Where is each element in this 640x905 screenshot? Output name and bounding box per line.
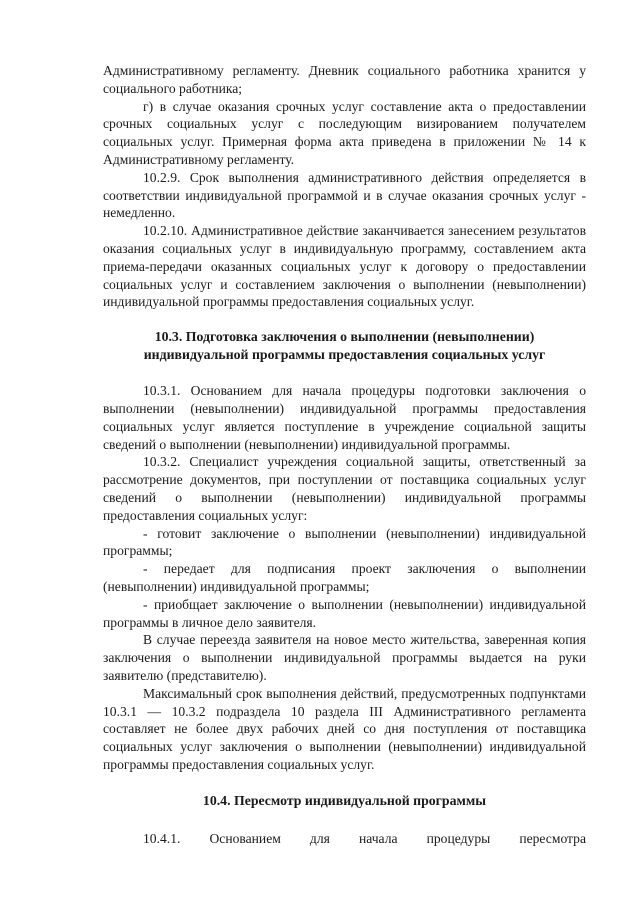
paragraph: Административному регламенту. Дневник социального работника хранится у социального работника; (103, 63, 586, 96)
paragraph: 10.3.2. Специалист учреждения социальной защиты, ответственный за рассмотрение документов, при поступлении от поставщика социальных услуг сведений о выполнении (невыполнении) индивидуальной программы предоставления социальных услуг: (103, 454, 586, 523)
paragraph: 10.2.10. Административное действие заканчивается занесением результатов оказания социальных услуг в индивидуальную программу, составлением акта приема-передачи оказанных социальных услуг к договору о предоставлении социальных услуг и составлением заключения о выполнении (невыполнении) индивидуальной программы предоставления социальных услуг. (103, 223, 586, 310)
list-item: - приобщает заключение о выполнении (невыполнении) индивидуальной программы в личное дело заявителя. (103, 596, 586, 630)
paragraph: 10.2.9. Срок выполнения административного действия определяется в соответствии индивидуальной программой и в случае оказания срочных услуг - немедленно. (103, 169, 586, 221)
list-item: - передает для подписания проект заключения о выполнении (невыполнении) индивидуальной программы; (103, 561, 586, 594)
list-item: - готовит заключение о выполнении (невыполнении) индивидуальной программы; (103, 525, 586, 559)
paragraph: 10.3.1. Основанием для начала процедуры подготовки заключения о выполнении (невыполнении) индивидуальной программы предоставления социальных услуг является поступление в учреждение социальной защиты сведений о выполнении (невыполнении) индивидуальной программы. (103, 383, 586, 452)
paragraph: В случае переезда заявителя на новое место жительства, заверенная копия заключения о выполнении индивидуальной программы выдается на руки заявителю (представителю). (103, 632, 586, 683)
paragraph: Максимальный срок выполнения действий, предусмотренных подпунктами 10.3.1 — 10.3.2 подраздела 10 раздела III Административного регламента составляет не более двух рабочих дней со дня поступления от поставщика социальных услуг заключения о выполнении (невыполнении) индивидуальной программы предоставления социальных услуг. (103, 685, 586, 772)
document-page (103, 62, 586, 847)
section-heading-10-4: 10.4. Пересмотр индивидуальной программы (202, 792, 487, 808)
paragraph: 10.4.1. Основанием для начала процедуры пересмотра (143, 830, 586, 846)
paragraph: г) в случае оказания срочных услуг составление акта о предоставлении срочных социальных услуг с последующим визированием получателем социальных услуг. Примерная форма акта приведена в приложении № 14 к Административному регламенту. (103, 98, 586, 167)
section-heading-10-3: 10.3. Подготовка заключения о выполнении (невыполнении) индивидуальной программы предоставления социальных услуг (143, 329, 546, 363)
